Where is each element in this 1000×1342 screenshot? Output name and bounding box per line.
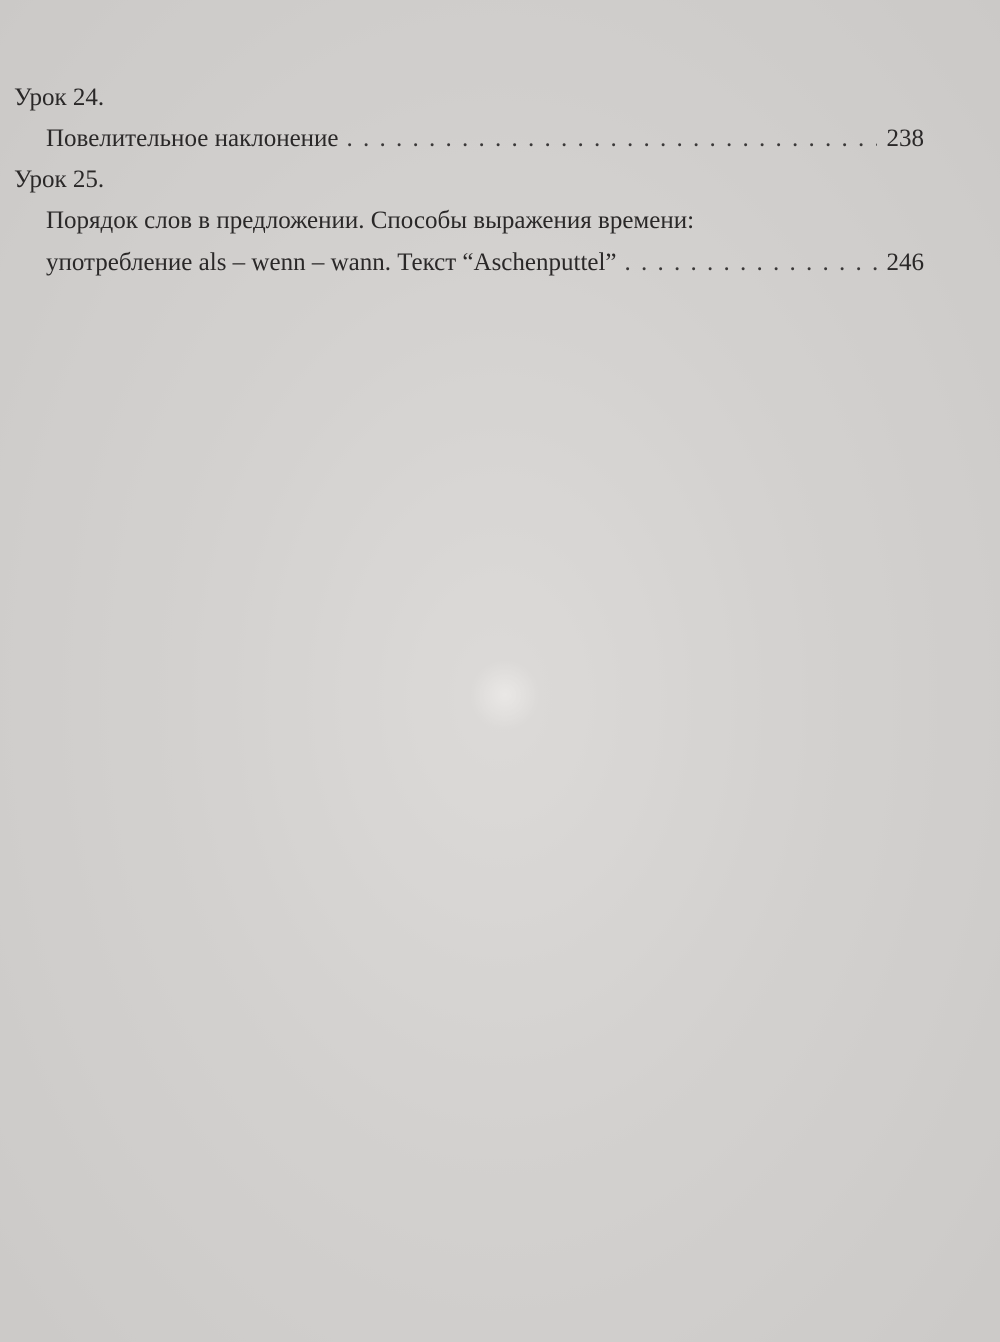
- dot-leader: [347, 118, 877, 160]
- toc-entry-line: [46, 200, 924, 242]
- lesson-heading: Урок 25.: [14, 166, 105, 193]
- entry-title: Порядок слов в предложении. Способы выражения времени:: [46, 207, 695, 234]
- toc-entry-line: [46, 242, 924, 284]
- toc-entry: [14, 118, 924, 160]
- entry-title: Повелительное наклонение: [46, 125, 339, 152]
- entry-title-continued: употребление als – wenn – wann. Текст “Aschenputtel”: [46, 249, 617, 276]
- toc-lesson-25: [14, 160, 924, 284]
- page-number: 246: [886, 249, 924, 276]
- lesson-heading: Урок 24.: [14, 84, 105, 111]
- toc-lesson-24: [14, 78, 924, 160]
- page-number: 238: [886, 125, 924, 152]
- table-of-contents: [14, 78, 924, 284]
- toc-entry-line: [46, 118, 924, 160]
- paper-smudge: [470, 660, 540, 730]
- dot-leader: [625, 242, 877, 284]
- toc-entry: [14, 200, 924, 284]
